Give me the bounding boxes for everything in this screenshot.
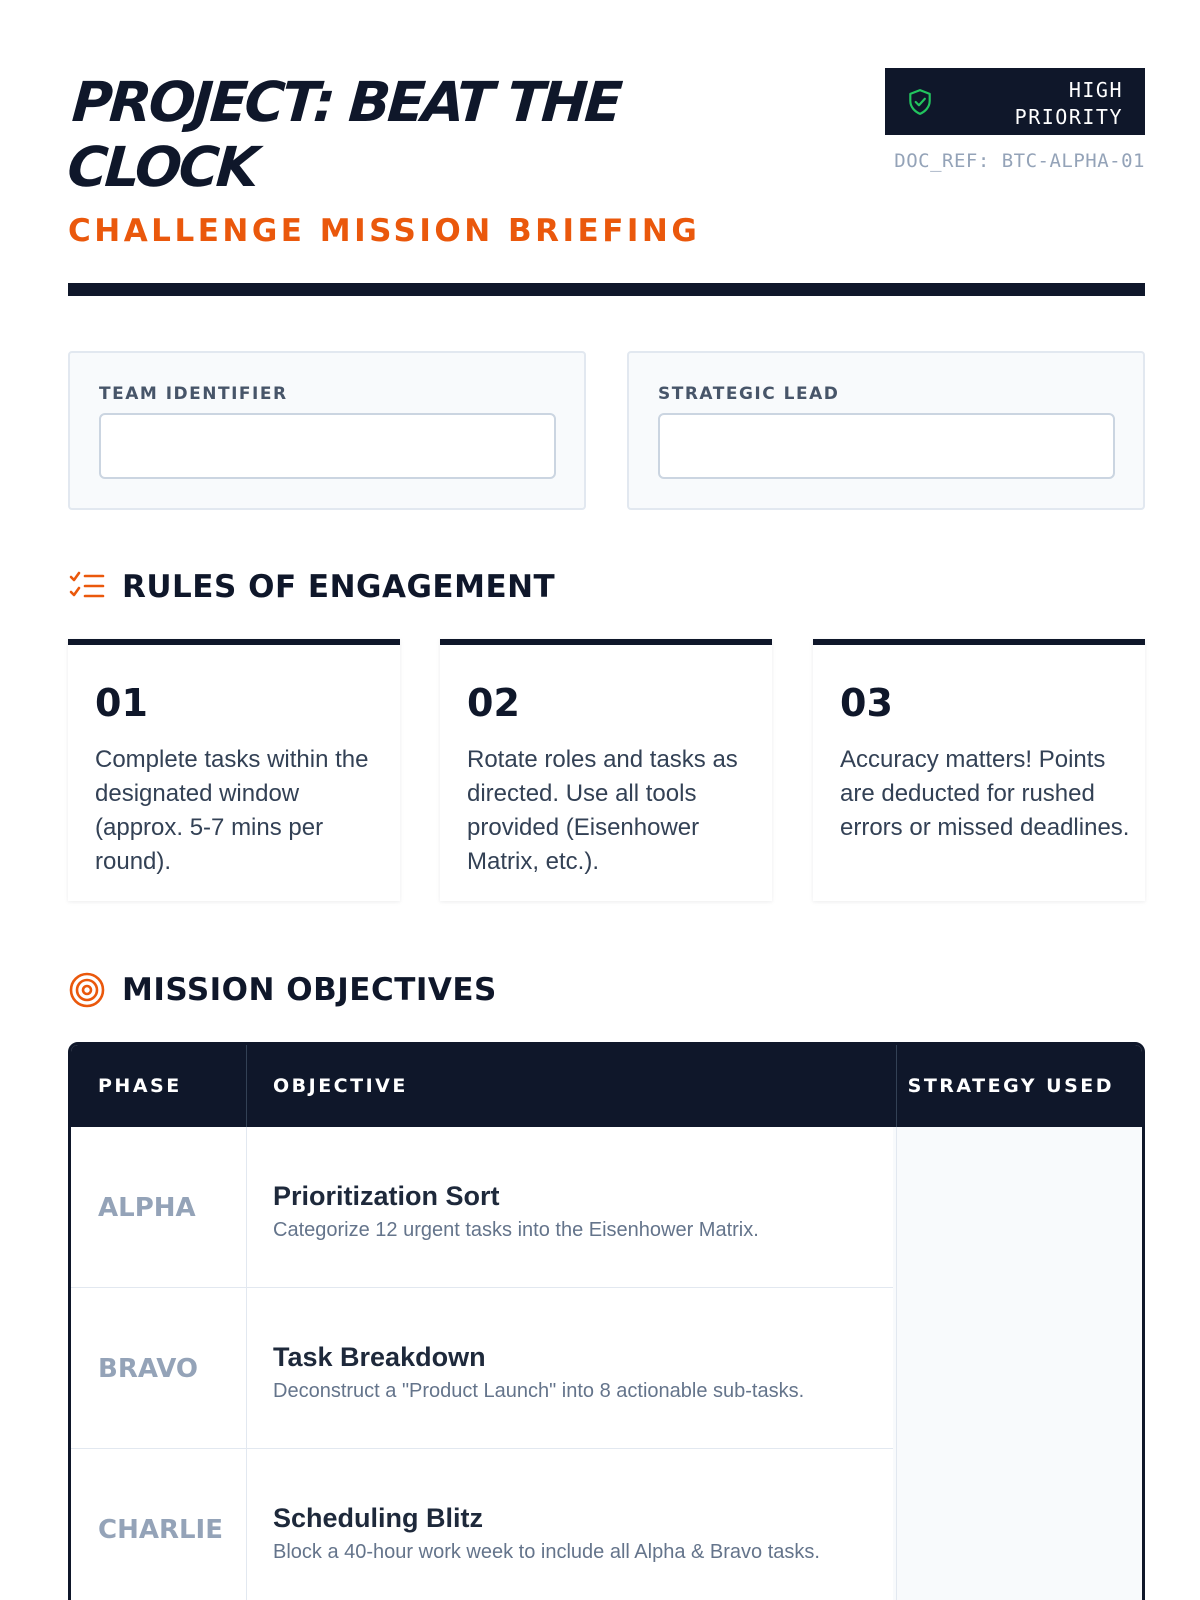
rule-card (68, 639, 400, 901)
team-identifier-card (68, 351, 586, 510)
objective-title: Task Breakdown (273, 1342, 486, 1372)
rule-text: Accuracy matters! Points are deducted for rushed errors or missed deadlines. (840, 746, 1130, 841)
target-icon (68, 971, 106, 1009)
objective-title: Scheduling Blitz (273, 1503, 484, 1533)
rule-number: 02 (467, 681, 520, 725)
objectives-heading (68, 970, 497, 1010)
column-header-objective: OBJECTIVE (273, 1075, 408, 1097)
rule-card (440, 639, 772, 901)
badge-label: HIGH PRIORITY (1014, 78, 1123, 129)
page-title: PROJECT: BEAT THE CLOCK (65, 70, 622, 199)
rule-text: Rotate roles and tasks as directed. Use all tools provided (Eisenhower Matrix, etc.). (467, 746, 738, 875)
objectives-heading-label: MISSION OBJECTIVES (122, 972, 497, 1008)
doc-ref: DOC_REF: BTC-ALPHA-01 (894, 150, 1145, 172)
page-subtitle: CHALLENGE MISSION BRIEFING (68, 213, 701, 249)
team-identifier-label: TEAM IDENTIFIER (99, 384, 288, 404)
shield-check-icon (907, 88, 933, 116)
strategy-cell[interactable] (893, 1288, 1142, 1449)
table-header (71, 1045, 1142, 1127)
table-row (71, 1127, 1142, 1288)
rules-heading (68, 567, 555, 607)
objectives-table (68, 1042, 1145, 1600)
objective-description: Categorize 12 urgent tasks into the Eisenhower Matrix. (273, 1219, 759, 1241)
column-header-strategy: STRATEGY USED (907, 1075, 1114, 1097)
strategy-cell[interactable] (893, 1449, 1142, 1600)
briefing-page (65, 0, 1145, 1600)
rules-heading-label: RULES OF ENGAGEMENT (122, 569, 556, 605)
header-separator (896, 1045, 897, 1127)
phase-cell: ALPHA (98, 1192, 196, 1223)
rule-text: Complete tasks within the designated window (approx. 5-7 mins per round). (95, 746, 369, 875)
header-separator (246, 1045, 247, 1127)
team-identifier-input[interactable] (99, 413, 556, 479)
rule-number: 03 (840, 681, 893, 725)
objective-title: Prioritization Sort (273, 1181, 500, 1211)
strategic-lead-input[interactable] (658, 413, 1115, 479)
phase-cell: CHARLIE (98, 1514, 223, 1545)
column-separator (246, 1127, 247, 1600)
checklist-icon (68, 568, 106, 606)
column-header-phase: PHASE (98, 1075, 182, 1097)
table-row (71, 1288, 1142, 1449)
column-separator (896, 1127, 897, 1600)
strategic-lead-card (627, 351, 1145, 510)
rule-number: 01 (95, 681, 148, 725)
table-row (71, 1449, 1142, 1600)
priority-badge (885, 68, 1145, 135)
strategy-cell[interactable] (893, 1127, 1142, 1288)
rule-card (813, 639, 1145, 901)
phase-cell: BRAVO (98, 1353, 198, 1384)
objective-description: Deconstruct a "Product Launch" into 8 actionable sub-tasks. (273, 1380, 805, 1402)
objective-description: Block a 40-hour work week to include all Alpha & Bravo tasks. (273, 1541, 820, 1563)
strategic-lead-label: STRATEGIC LEAD (658, 384, 840, 404)
header-divider (68, 283, 1145, 296)
